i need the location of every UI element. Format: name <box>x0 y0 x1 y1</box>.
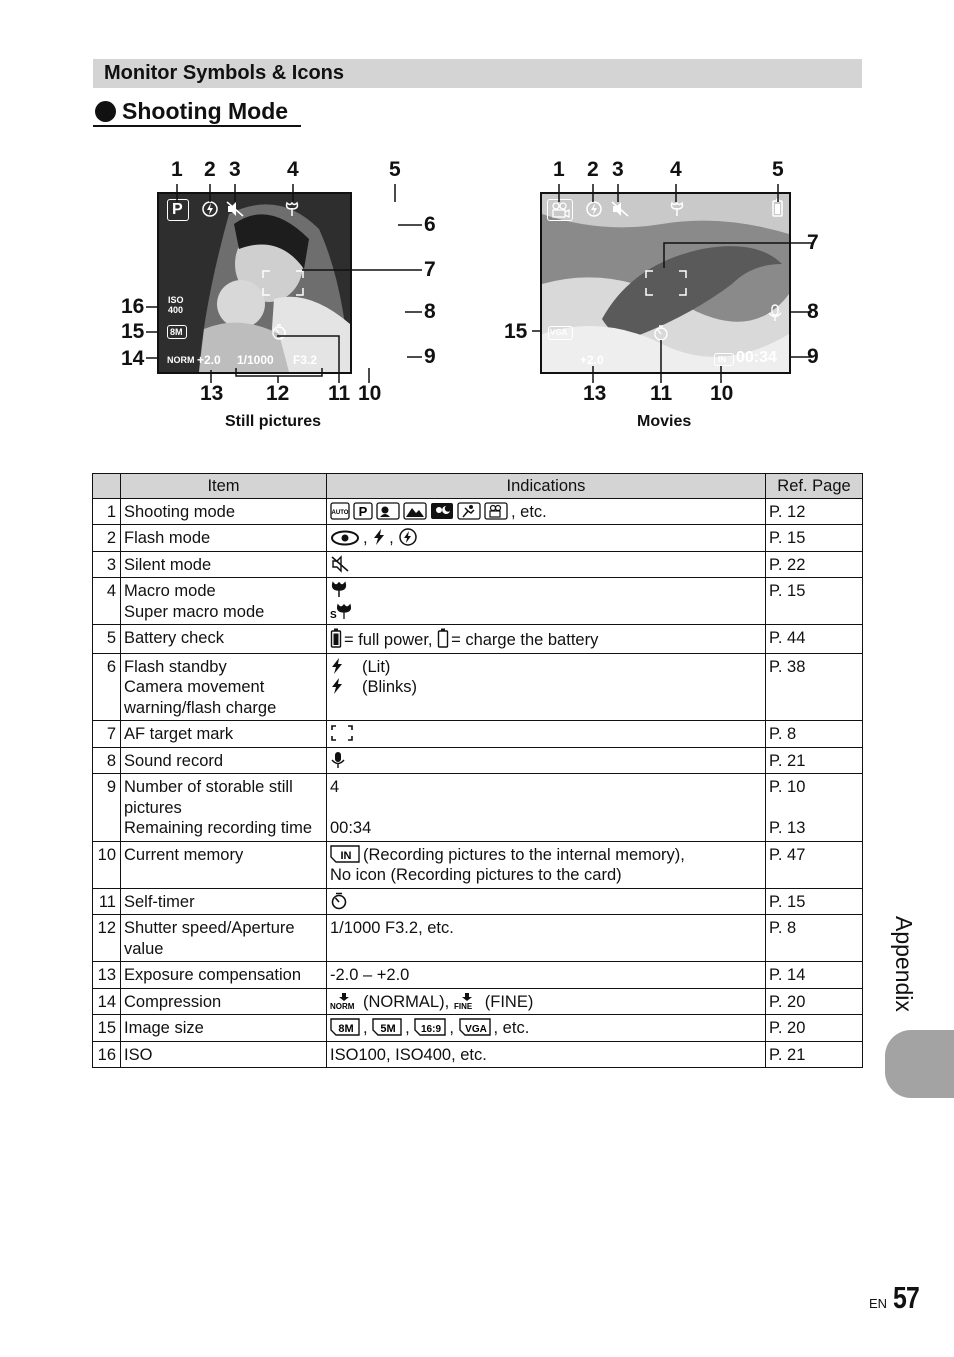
indication-text: , etc. <box>511 502 547 521</box>
still-callout-16: 16 <box>121 295 145 318</box>
row-item <box>121 578 327 625</box>
memory-icon: IN <box>714 353 734 366</box>
red-eye-flash-icon <box>330 530 360 546</box>
still-diagram <box>110 150 450 440</box>
row-indications <box>327 888 766 915</box>
table-row <box>93 498 863 525</box>
appendix-tab[interactable] <box>885 1030 954 1098</box>
indication-text: (Recording pictures to the internal memory), <box>363 845 685 864</box>
item-line: Shutter speed/Aperture <box>124 919 295 937</box>
exposure-value: +2.0 <box>197 353 221 367</box>
movie-caption: Movies <box>637 413 692 430</box>
row-indications: 1/1000 F3.2, etc. <box>327 915 766 962</box>
row-number: 3 <box>93 551 121 578</box>
portrait-scene-icon <box>376 502 400 520</box>
row-page: P. 20 <box>766 988 863 1015</box>
row-indications <box>327 747 766 774</box>
super-macro-icon <box>330 602 352 620</box>
movie-callout-3: 3 <box>612 158 624 181</box>
row-indications <box>327 625 766 654</box>
sport-scene-icon <box>457 502 481 520</box>
row-indications: -2.0 – +2.0 <box>327 962 766 989</box>
table-row <box>93 1015 863 1042</box>
size-5m-icon <box>372 1018 402 1036</box>
movie-diagram <box>500 150 840 440</box>
norm-icon-text: NORM <box>330 1001 355 1011</box>
row-item: ISO <box>121 1041 327 1068</box>
row-page: P. 15 <box>766 578 863 625</box>
row-indications <box>327 551 766 578</box>
row-indications <box>327 653 766 721</box>
size-16-9-icon <box>414 1018 446 1036</box>
recording-time: 00:34 <box>736 349 777 366</box>
auto-mode-icon <box>330 502 350 520</box>
flash-lit-icon <box>330 657 344 675</box>
row-item: Compression <box>121 988 327 1015</box>
row-number: 5 <box>93 625 121 654</box>
still-callout-5: 5 <box>389 158 401 181</box>
row-page <box>766 774 863 842</box>
section-title: Monitor Symbols & Icons <box>104 62 345 84</box>
row-indications: , , <box>327 525 766 552</box>
table-row <box>93 653 863 721</box>
row-page: P. 21 <box>766 747 863 774</box>
row-indications: ISO100, ISO400, etc. <box>327 1041 766 1068</box>
size-16-9-text: 16:9 <box>421 1024 442 1035</box>
in-icon-text: IN <box>340 849 352 862</box>
still-callout-9: 9 <box>424 345 436 368</box>
storable-count: 4 <box>388 349 397 366</box>
item-line: warning/flash charge <box>124 698 277 717</box>
indication-text: = full power, <box>344 631 433 649</box>
table-row <box>93 841 863 888</box>
row-item: Exposure compensation <box>121 962 327 989</box>
iso-label: ISO <box>168 295 184 305</box>
page-line: P. 10 <box>769 778 806 796</box>
still-callout-14: 14 <box>121 347 145 370</box>
still-callout-15: 15 <box>121 320 145 343</box>
table-header-row <box>93 474 863 499</box>
still-callout-11: 11 <box>328 382 351 405</box>
row-page: P. 8 <box>766 721 863 748</box>
p-icon-text: P <box>358 503 368 519</box>
table-row <box>93 915 863 962</box>
item-line: Super macro mode <box>124 602 265 621</box>
row-indications <box>327 841 766 888</box>
movie-callout-15: 15 <box>504 320 528 343</box>
landscape-scene-icon <box>403 502 427 520</box>
memory-icon: IN <box>356 353 376 366</box>
table-row <box>93 578 863 625</box>
movie-callout-9: 9 <box>807 345 819 368</box>
still-callout-12: 12 <box>266 382 290 405</box>
row-number: 2 <box>93 525 121 552</box>
movie-mode-icon <box>484 502 508 520</box>
indication-text: (FINE) <box>484 992 534 1011</box>
table-row <box>93 721 863 748</box>
movie-callout-4: 4 <box>670 158 682 181</box>
aperture-value: F3.2 <box>293 353 318 367</box>
indication-line <box>330 602 762 623</box>
size-5m-text: 5M <box>380 1023 396 1035</box>
movie-callout-13: 13 <box>583 382 607 405</box>
row-page: P. 20 <box>766 1015 863 1042</box>
row-item: AF target mark <box>121 721 327 748</box>
shutter-speed: 1/1000 <box>237 353 274 367</box>
row-page: P. 44 <box>766 625 863 654</box>
appendix-label-text: Appendix <box>891 916 917 1012</box>
row-page: P. 14 <box>766 962 863 989</box>
normal-compression-icon <box>330 992 360 1010</box>
flash-off-icon <box>398 528 418 546</box>
iso-value: 400 <box>168 305 184 315</box>
compression-indicator: NORM <box>167 355 195 365</box>
row-number: 8 <box>93 747 121 774</box>
microphone-icon <box>330 751 346 769</box>
item-line: Camera movement <box>124 678 265 696</box>
auto-icon-text: AUTO <box>331 509 349 516</box>
row-page: P. 38 <box>766 653 863 721</box>
row-indications <box>327 774 766 842</box>
row-number: 1 <box>93 498 121 525</box>
program-mode-icon <box>353 502 373 520</box>
row-item: Flash mode <box>121 525 327 552</box>
movie-callout-2: 2 <box>587 158 599 181</box>
night-portrait-icon <box>430 502 454 520</box>
row-number: 10 <box>93 841 121 888</box>
table-row <box>93 551 863 578</box>
still-callout-6: 6 <box>424 213 436 236</box>
size-8m-text: 8M <box>338 1023 354 1035</box>
indication-line: 00:34 <box>330 819 372 837</box>
row-number: 7 <box>93 721 121 748</box>
size-vga-icon <box>459 1018 491 1036</box>
row-number: 11 <box>93 888 121 915</box>
still-callout-2: 2 <box>204 158 216 181</box>
table-row <box>93 962 863 989</box>
movie-callout-10: 10 <box>710 382 734 405</box>
row-page: P. 47 <box>766 841 863 888</box>
item-line: pictures <box>124 798 182 817</box>
movie-callout-1: 1 <box>553 158 565 181</box>
image-size-icon: 8M <box>167 325 187 339</box>
indication-text: (NORMAL), <box>363 992 450 1011</box>
battery-full-icon <box>330 628 342 648</box>
table-row <box>93 1041 863 1068</box>
row-indications: 8M , 5M , 16:9 , VGA , etc. <box>327 1015 766 1042</box>
still-callout-8: 8 <box>424 300 436 323</box>
header-item: Item <box>121 474 327 499</box>
row-item: Image size <box>121 1015 327 1042</box>
page-number: 57 <box>893 1280 919 1315</box>
exposure-value: +2.0 <box>580 353 604 367</box>
row-number: 15 <box>93 1015 121 1042</box>
row-number: 9 <box>93 774 121 842</box>
movie-callout-5: 5 <box>772 158 784 181</box>
still-caption: Still pictures <box>225 413 322 430</box>
table-row <box>93 888 863 915</box>
indication-text: , etc. <box>493 1019 530 1037</box>
row-page: P. 8 <box>766 915 863 962</box>
row-item: Silent mode <box>121 551 327 578</box>
silent-mode-icon <box>330 555 350 573</box>
row-item <box>121 653 327 721</box>
table-row <box>93 747 863 774</box>
item-line: Macro mode <box>124 582 216 600</box>
row-number: 13 <box>93 962 121 989</box>
row-indications <box>327 721 766 748</box>
super-macro-letter: S <box>330 609 337 621</box>
indication-text: = charge the battery <box>451 631 599 649</box>
row-number: 16 <box>93 1041 121 1068</box>
still-callout-13: 13 <box>200 382 224 405</box>
row-number: 4 <box>93 578 121 625</box>
header-ref-page: Ref. Page <box>766 474 863 499</box>
item-line: Number of storable still <box>124 778 293 796</box>
fine-icon-text: FINE <box>453 1001 472 1011</box>
mode-p-icon: P <box>167 199 189 221</box>
movie-callout-7: 7 <box>807 231 819 254</box>
still-callout-1: 1 <box>171 158 183 181</box>
row-item: Current memory <box>121 841 327 888</box>
indication-text: (Blinks) <box>362 678 418 696</box>
self-timer-icon <box>330 892 348 910</box>
item-line: Flash standby <box>124 657 227 676</box>
row-page: P. 15 <box>766 888 863 915</box>
row-number: 12 <box>93 915 121 962</box>
af-target-icon <box>330 724 354 742</box>
fill-in-flash-icon <box>372 528 386 546</box>
appendix-label <box>883 900 923 1030</box>
indication-line <box>330 657 762 678</box>
table-row <box>93 774 863 842</box>
table-row <box>93 625 863 654</box>
internal-memory-icon <box>330 845 360 863</box>
bullet-icon <box>95 101 116 122</box>
item-line: Remaining recording time <box>124 819 313 837</box>
row-item <box>121 915 327 962</box>
page-line: P. 13 <box>769 819 806 837</box>
row-indications <box>327 988 766 1015</box>
table-row <box>93 525 863 552</box>
header-indications: Indications <box>327 474 766 499</box>
row-page: P. 12 <box>766 498 863 525</box>
row-item: Sound record <box>121 747 327 774</box>
indication-line <box>330 677 762 698</box>
row-indications <box>327 578 766 625</box>
language-code: EN <box>869 1296 888 1311</box>
row-page: P. 21 <box>766 1041 863 1068</box>
indication-line: No icon (Recording pictures to the card) <box>330 866 622 884</box>
macro-icon <box>330 581 348 599</box>
row-number: 6 <box>93 653 121 721</box>
indication-line: 4 <box>330 778 340 796</box>
row-page: P. 15 <box>766 525 863 552</box>
size-8m-icon <box>330 1018 360 1036</box>
row-item: Shooting mode <box>121 498 327 525</box>
item-line: value <box>124 939 164 958</box>
row-indications <box>327 498 766 525</box>
movie-callout-8: 8 <box>807 300 819 323</box>
image-size-icon: VGA <box>548 326 573 340</box>
table-row <box>93 988 863 1015</box>
indication-line <box>330 581 762 602</box>
row-item <box>121 774 327 842</box>
fine-compression-icon <box>454 992 482 1010</box>
indication-text: (Lit) <box>362 657 391 676</box>
still-callout-3: 3 <box>229 158 241 181</box>
mode-title: Shooting Mode <box>122 98 289 124</box>
row-item: Battery check <box>121 625 327 654</box>
monitor-symbols-table <box>92 473 863 1068</box>
title-underline <box>93 125 301 127</box>
indication-line <box>330 845 762 866</box>
flash-blinks-icon <box>330 677 344 695</box>
row-page: P. 22 <box>766 551 863 578</box>
battery-low-icon <box>437 628 449 648</box>
row-number: 14 <box>93 988 121 1015</box>
movie-callout-11: 11 <box>650 382 673 405</box>
still-callout-10: 10 <box>358 382 382 405</box>
still-callout-7: 7 <box>424 258 436 281</box>
header-number <box>93 474 121 499</box>
row-item: Self-timer <box>121 888 327 915</box>
size-vga-text: VGA <box>464 1024 487 1035</box>
still-callout-4: 4 <box>287 158 299 181</box>
